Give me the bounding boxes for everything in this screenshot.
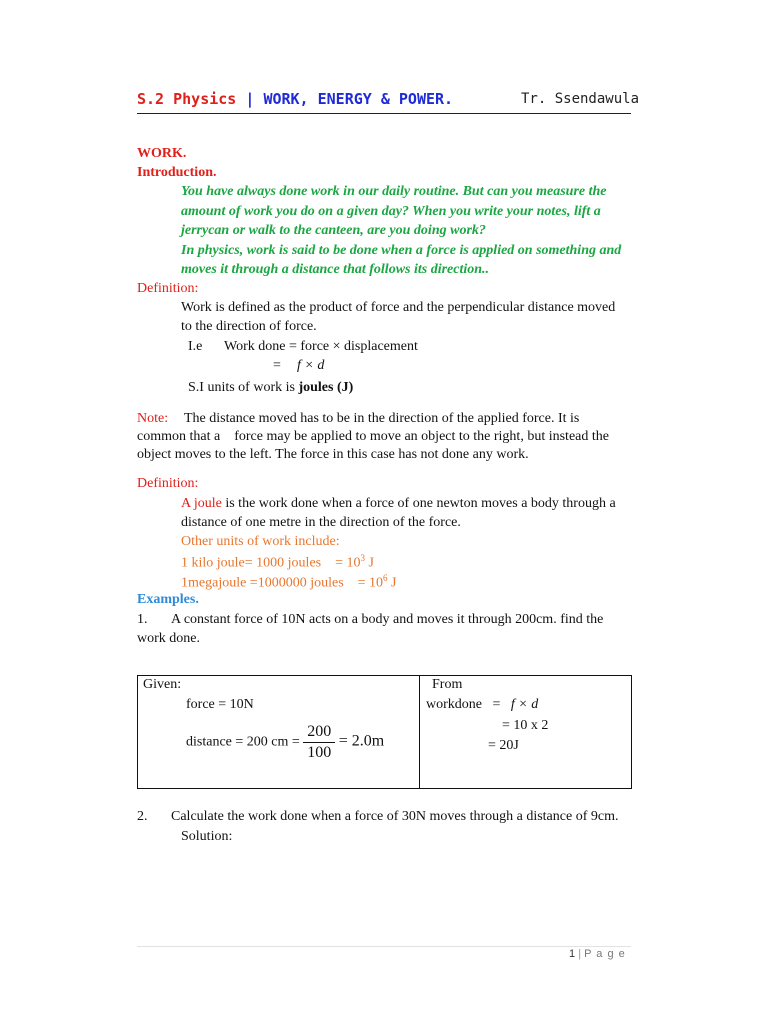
intro-heading: Introduction.	[137, 165, 217, 180]
ie-label: I.e	[188, 339, 203, 354]
given-distance	[186, 722, 384, 763]
question-number: 1.	[137, 612, 148, 627]
header-teacher: Tr. Ssendawula	[521, 91, 640, 107]
distance-label: distance = 200 cm =	[186, 734, 300, 750]
header-topic: WORK, ENERGY & POWER.	[263, 90, 454, 108]
distance-result: = 2.0m	[338, 732, 385, 750]
megajoule-exponent: 6	[383, 573, 388, 583]
question-number: 2.	[137, 809, 148, 824]
definition-line: to the direction of force.	[181, 319, 317, 334]
question-text: Calculate the work done when a force of 30N moves through a distance of 9cm.	[171, 809, 619, 824]
megajoule-line	[181, 573, 397, 592]
given-label: Given:	[143, 677, 182, 692]
joule-term: A joule	[181, 496, 222, 511]
joule-definition-line: distance of one metre in the direction of the force.	[181, 515, 461, 530]
from-label: From	[432, 677, 463, 692]
joule-definition-rest: is the work done when a force of one newton moves a body through a	[221, 496, 616, 511]
note-label: Note:	[137, 411, 169, 426]
intro-line: jerrycan or walk to the canteen, are you doing work?	[181, 223, 486, 238]
footer-separator: |	[578, 948, 582, 960]
definition-label: Definition:	[137, 281, 199, 296]
page-number: 1	[569, 948, 576, 960]
si-units	[188, 380, 353, 396]
header-separator: |	[245, 90, 255, 108]
fraction-numerator: 200	[303, 722, 335, 743]
workdone-step: = 10 x 2	[502, 718, 549, 733]
from-cell	[420, 676, 632, 789]
megajoule-text: 1megajoule =1000000 joules = 10	[181, 575, 384, 591]
solution-table	[137, 675, 632, 789]
formula-equals: =	[273, 358, 281, 373]
distance-fraction	[303, 722, 335, 763]
examples-heading: Examples.	[137, 592, 199, 607]
intro-line: moves it through a distance that follows its direction..	[181, 262, 490, 277]
solution-label: Solution:	[181, 829, 233, 844]
question-text: work done.	[137, 631, 200, 646]
footer-rule	[137, 946, 631, 947]
other-units-heading: Other units of work include:	[181, 534, 340, 549]
document-header	[137, 90, 453, 108]
workdone-formula: f × d	[510, 697, 539, 712]
formula-line-2: f × d	[297, 358, 325, 373]
given-force: force = 10N	[186, 697, 254, 712]
kilojoule-unit: J	[365, 555, 374, 571]
page-footer	[569, 948, 626, 960]
kilojoule-text: 1 kilo joule= 1000 joules = 10	[181, 555, 361, 571]
intro-line: You have always done work in our daily routine. But can you measure the	[181, 184, 607, 199]
note-line: object moves to the left. The force in this case has not done any work.	[137, 447, 529, 462]
given-cell	[138, 676, 420, 789]
megajoule-unit: J	[387, 575, 397, 591]
fraction-denominator: 100	[307, 744, 332, 761]
definition-line: Work is defined as the product of force and the perpendicular distance moved	[181, 300, 616, 315]
si-units-unit: joules (J)	[298, 380, 354, 395]
si-units-prefix: S.I units of work is	[188, 380, 299, 395]
intro-line: In physics, work is said to be done when a force is applied on something and	[181, 243, 622, 258]
note-line: common that a force may be applied to move an object to the right, but instead the	[137, 429, 609, 444]
joule-definition	[181, 496, 616, 512]
page-label: P a g e	[584, 948, 626, 960]
definition-label: Definition:	[137, 476, 199, 491]
formula-line-1: Work done = force × displacement	[224, 339, 418, 354]
workdone-label: workdone =	[426, 697, 501, 712]
kilojoule-line	[181, 553, 374, 572]
header-subject: S.2 Physics	[137, 90, 237, 108]
work-heading: WORK.	[137, 146, 187, 161]
workdone-step: = 20J	[488, 738, 519, 753]
header-rule	[137, 113, 631, 114]
note-line: The distance moved has to be in the direction of the applied force. It is	[184, 411, 580, 426]
kilojoule-exponent: 3	[360, 553, 366, 563]
intro-line: amount of work you do on a given day? When you write your notes, lift a	[181, 204, 601, 219]
workdone-line	[426, 697, 538, 713]
question-text: A constant force of 10N acts on a body and moves it through 200cm. find the	[171, 612, 604, 627]
